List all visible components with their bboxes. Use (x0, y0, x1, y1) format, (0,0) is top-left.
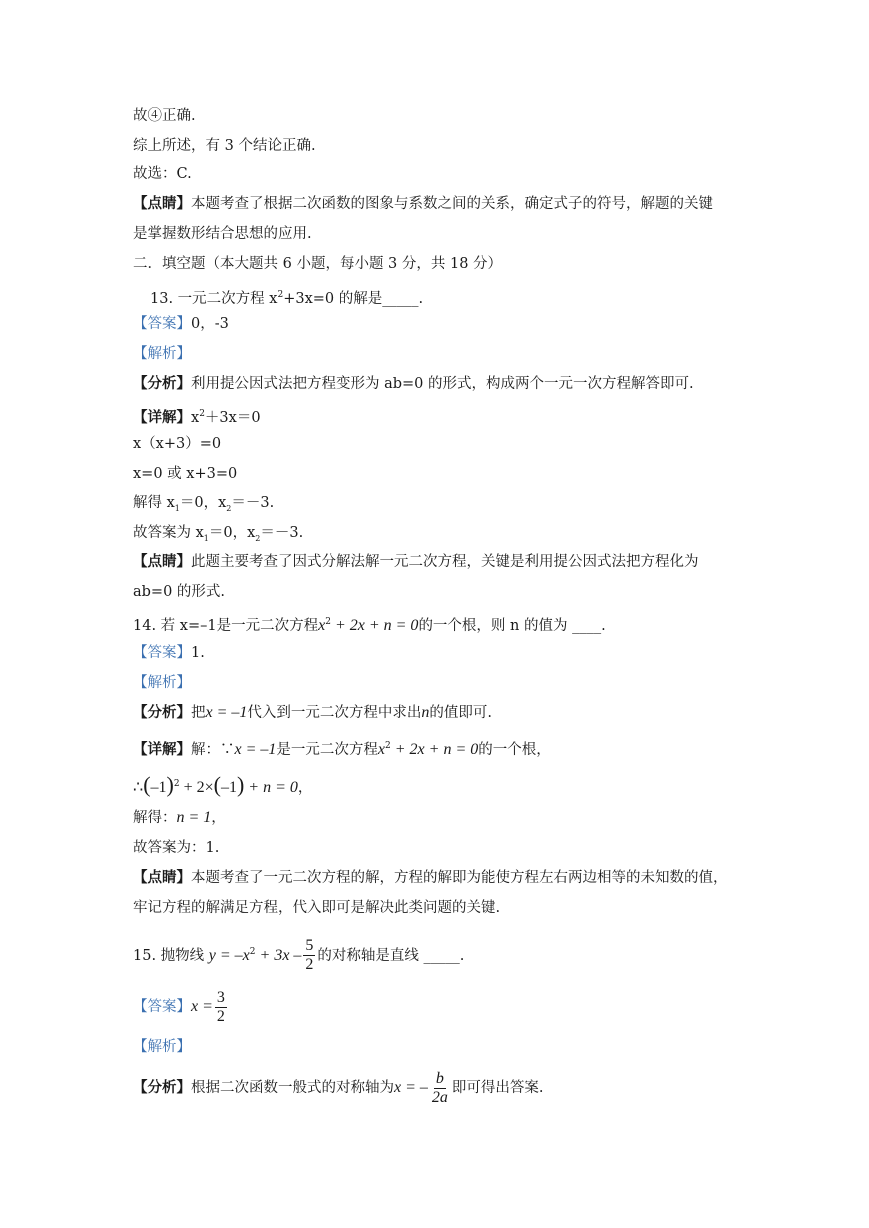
dianjing-line: 【点睛】本题考查了根据二次函数的图象与系数之间的关系，确定式子的符号，解题的关键 (133, 195, 713, 212)
answer-13: 【答案】0，-3 (133, 316, 229, 332)
xiangjie-14: 【详解】解：∵x = –1是一元二次方程$x^2 + 2x + n = 0$的一个根， (133, 740, 551, 758)
text-line: 牢记方程的解满足方程，代入即可是解决此类问题的关键. (133, 900, 501, 916)
fenxi-14: 【分析】把x = –1代入到一元二次方程中求出n的值即可. (133, 704, 493, 721)
question-13: 13. 一元二次方程 $x^2+3x=0$ 的解是_____. (150, 290, 424, 307)
fenxi-15: 【分析】根据二次函数一般式的对称轴为x = – $\frac{b}{2a}$ 即可得出答案. (133, 1069, 544, 1106)
step-line: x=0 或 x+3=0 (133, 466, 238, 482)
fraction: $\frac{3}{2}$ (216, 988, 225, 1025)
text-line: 故选：C. (133, 166, 192, 182)
text-line: 故④正确. (133, 108, 196, 124)
step-line: 解得 $x_1=0$，$x_2=-3$. (133, 495, 275, 513)
answer-14: 【答案】1. (133, 645, 205, 661)
analysis-label: 【解析】 (133, 346, 191, 362)
fraction: $\frac{b}{2a}$ (431, 1069, 448, 1106)
solution-line: 解得：n = 1， (133, 809, 226, 826)
calc-line: $\therefore(-1)^2 + 2\times(-1) + n = 0$， (133, 771, 313, 797)
section-heading: 二．填空题（本大题共 6 小题，每小题 3 分，共 18 分） (133, 256, 503, 272)
step-line: x（x+3）=0 (133, 436, 222, 452)
answer-15: 【答案】x = $\frac{3}{2}$ (133, 988, 225, 1025)
analysis-label: 【解析】 (133, 675, 191, 691)
step-line: 故答案为 $x_1=0$，$x_2=-3$. (133, 525, 304, 543)
text-line: 综上所述，有 3 个结论正确. (133, 138, 316, 154)
xiangjie-13: 【详解】$x^2+3x=0$ (133, 408, 261, 426)
fraction: $\frac{5}{2}$ (305, 937, 314, 974)
text-line: ab=0 的形式. (133, 584, 226, 600)
question-14: 14. 若 x=–1是一元二次方程$x^2 + 2x + n = 0$的一个根，则 n 的值为 ____. (133, 616, 606, 634)
text-line: 故答案为：1. (133, 840, 220, 856)
text-line: 是掌握数形结合思想的应用. (133, 226, 312, 242)
analysis-label: 【解析】 (133, 1039, 191, 1055)
question-15: 15. 抛物线 $y = -x^2 + 3x$ – $\frac{5}{2}$ 的对称轴是直线 _____. (133, 937, 465, 974)
fenxi-13: 【分析】利用提公因式法把方程变形为 ab=0 的形式，构成两个一元一次方程解答即可. (133, 375, 694, 392)
dianjing-14: 【点睛】本题考查了一元二次方程的解，方程的解即为能使方程左右两边相等的未知数的值， (133, 869, 728, 886)
dianjing-13: 【点睛】此题主要考查了因式分解法解一元二次方程，关键是利用提公因式法把方程化为 (133, 553, 699, 570)
